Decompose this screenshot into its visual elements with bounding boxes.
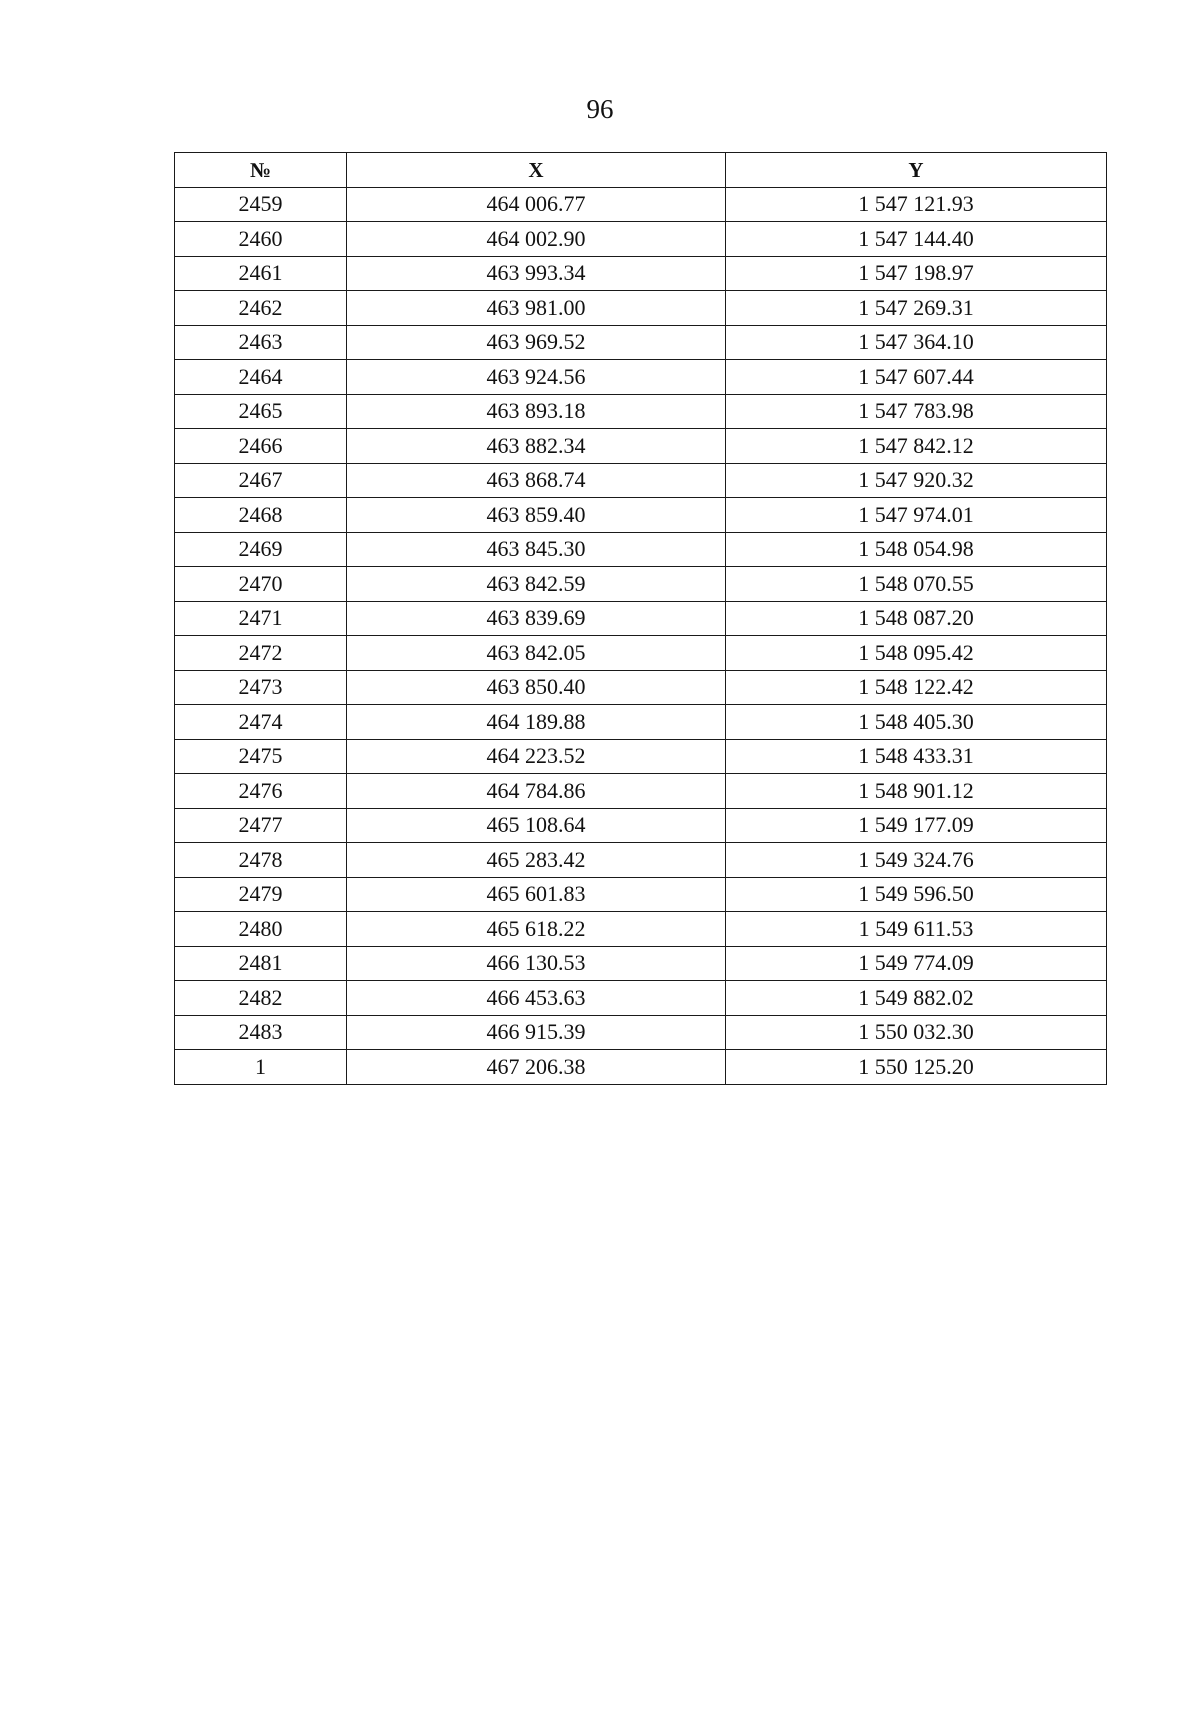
cell-y: 1 547 920.32 [726, 463, 1107, 498]
cell-number: 2482 [175, 981, 347, 1016]
table-row [175, 222, 1107, 257]
cell-x: 463 981.00 [347, 291, 726, 326]
table-row [175, 325, 1107, 360]
cell-y: 1 549 774.09 [726, 946, 1107, 981]
cell-number: 2462 [175, 291, 347, 326]
cell-x: 464 784.86 [347, 774, 726, 809]
cell-y: 1 549 596.50 [726, 877, 1107, 912]
cell-y: 1 548 901.12 [726, 774, 1107, 809]
table-row [175, 739, 1107, 774]
cell-y: 1 547 269.31 [726, 291, 1107, 326]
cell-y: 1 548 122.42 [726, 670, 1107, 705]
table-row [175, 636, 1107, 671]
table-row [175, 498, 1107, 533]
cell-x: 463 993.34 [347, 256, 726, 291]
cell-x: 463 924.56 [347, 360, 726, 395]
cell-number: 2465 [175, 394, 347, 429]
cell-number: 2468 [175, 498, 347, 533]
cell-y: 1 547 783.98 [726, 394, 1107, 429]
cell-y: 1 549 324.76 [726, 843, 1107, 878]
cell-y: 1 547 974.01 [726, 498, 1107, 533]
cell-x: 463 868.74 [347, 463, 726, 498]
cell-x: 465 108.64 [347, 808, 726, 843]
cell-x: 463 842.59 [347, 567, 726, 602]
cell-number: 2470 [175, 567, 347, 602]
cell-x: 463 969.52 [347, 325, 726, 360]
cell-number: 2460 [175, 222, 347, 257]
cell-y: 1 547 607.44 [726, 360, 1107, 395]
cell-x: 463 850.40 [347, 670, 726, 705]
cell-x: 463 839.69 [347, 601, 726, 636]
cell-x: 465 601.83 [347, 877, 726, 912]
cell-x: 464 223.52 [347, 739, 726, 774]
cell-number: 2479 [175, 877, 347, 912]
header-y: Y [726, 153, 1107, 188]
cell-x: 464 189.88 [347, 705, 726, 740]
cell-y: 1 547 121.93 [726, 187, 1107, 222]
table-row [175, 843, 1107, 878]
table-row [175, 463, 1107, 498]
cell-number: 2480 [175, 912, 347, 947]
cell-number: 2481 [175, 946, 347, 981]
cell-number: 2474 [175, 705, 347, 740]
cell-number: 2461 [175, 256, 347, 291]
header-x: X [347, 153, 726, 188]
header-row [175, 153, 1107, 188]
table-row [175, 877, 1107, 912]
cell-y: 1 548 405.30 [726, 705, 1107, 740]
cell-number: 2467 [175, 463, 347, 498]
cell-y: 1 547 198.97 [726, 256, 1107, 291]
cell-number: 2483 [175, 1015, 347, 1050]
cell-y: 1 548 054.98 [726, 532, 1107, 567]
cell-y: 1 547 842.12 [726, 429, 1107, 464]
cell-x: 463 893.18 [347, 394, 726, 429]
cell-x: 466 130.53 [347, 946, 726, 981]
coordinates-table [174, 152, 1107, 1085]
cell-number: 2463 [175, 325, 347, 360]
table-row [175, 1015, 1107, 1050]
cell-x: 465 283.42 [347, 843, 726, 878]
cell-x: 464 006.77 [347, 187, 726, 222]
page-number: 96 [586, 94, 614, 124]
cell-number: 2464 [175, 360, 347, 395]
cell-number: 1 [175, 1050, 347, 1085]
cell-number: 2472 [175, 636, 347, 671]
cell-x: 463 845.30 [347, 532, 726, 567]
table-row [175, 981, 1107, 1016]
cell-number: 2471 [175, 601, 347, 636]
cell-y: 1 550 032.30 [726, 1015, 1107, 1050]
cell-x: 466 453.63 [347, 981, 726, 1016]
cell-number: 2475 [175, 739, 347, 774]
cell-x: 463 859.40 [347, 498, 726, 533]
cell-y: 1 548 433.31 [726, 739, 1107, 774]
cell-y: 1 548 070.55 [726, 567, 1107, 602]
table-row [175, 601, 1107, 636]
table-row [175, 394, 1107, 429]
table-row [175, 808, 1107, 843]
table-row [175, 187, 1107, 222]
cell-x: 467 206.38 [347, 1050, 726, 1085]
cell-x: 464 002.90 [347, 222, 726, 257]
cell-y: 1 548 087.20 [726, 601, 1107, 636]
cell-y: 1 549 611.53 [726, 912, 1107, 947]
table-row [175, 670, 1107, 705]
cell-number: 2469 [175, 532, 347, 567]
table-row [175, 256, 1107, 291]
header-number: № [175, 153, 347, 188]
table-row [175, 360, 1107, 395]
table-row [175, 774, 1107, 809]
table-row [175, 291, 1107, 326]
cell-y: 1 548 095.42 [726, 636, 1107, 671]
table-row [175, 429, 1107, 464]
cell-number: 2473 [175, 670, 347, 705]
cell-number: 2478 [175, 843, 347, 878]
cell-y: 1 550 125.20 [726, 1050, 1107, 1085]
cell-x: 465 618.22 [347, 912, 726, 947]
table-row [175, 946, 1107, 981]
table-header [175, 153, 1107, 188]
cell-number: 2476 [175, 774, 347, 809]
table-row [175, 705, 1107, 740]
cell-x: 463 842.05 [347, 636, 726, 671]
cell-y: 1 547 364.10 [726, 325, 1107, 360]
table-row [175, 1050, 1107, 1085]
cell-x: 466 915.39 [347, 1015, 726, 1050]
cell-x: 463 882.34 [347, 429, 726, 464]
cell-y: 1 549 882.02 [726, 981, 1107, 1016]
table-body [175, 187, 1107, 1084]
cell-number: 2477 [175, 808, 347, 843]
cell-number: 2459 [175, 187, 347, 222]
table-row [175, 912, 1107, 947]
table-row [175, 532, 1107, 567]
cell-y: 1 549 177.09 [726, 808, 1107, 843]
table-row [175, 567, 1107, 602]
cell-y: 1 547 144.40 [726, 222, 1107, 257]
cell-number: 2466 [175, 429, 347, 464]
